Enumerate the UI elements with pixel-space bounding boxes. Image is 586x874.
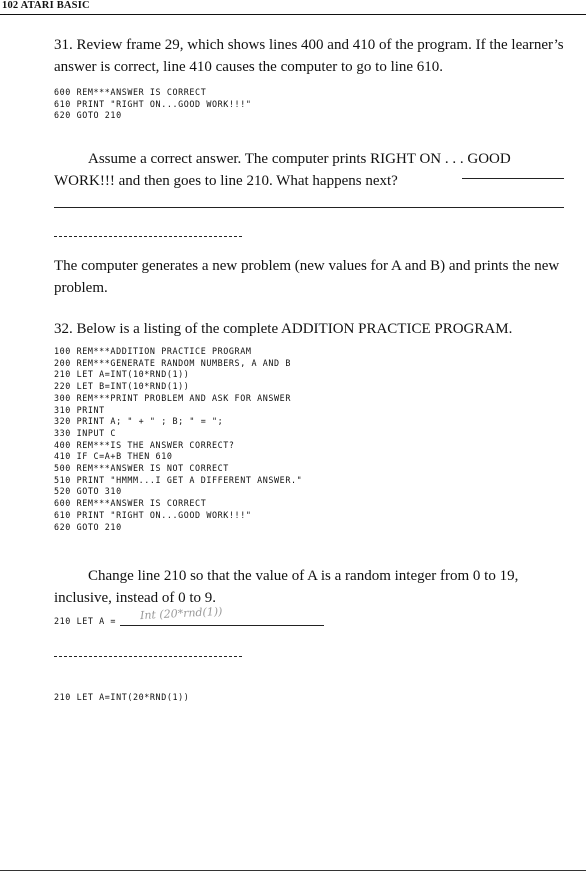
frame-32-text: 32. Below is a listing of the complete ADDITION PRACTICE PROGRAM.: [54, 321, 513, 337]
program-listing-line: 300 REM***PRINT PROBLEM AND ASK FOR ANSWER: [54, 392, 291, 403]
frame-32-prompt-code: 210 LET A =: [54, 616, 117, 626]
frame-31-code-line: 620 GOTO 210: [54, 110, 122, 121]
page-number-title: 102 ATARI BASIC: [2, 0, 90, 11]
program-listing-line: 330 INPUT C: [54, 427, 117, 438]
program-listing-line: 600 REM***ANSWER IS CORRECT: [54, 498, 207, 509]
program-listing-line: 100 REM***ADDITION PRACTICE PROGRAM: [54, 346, 252, 356]
program-listing-line: 510 PRINT "HMMM...I GET A DIFFERENT ANSWER.": [54, 474, 303, 485]
frame-31-code-line: 610 PRINT "RIGHT ON...GOOD WORK!!!": [54, 98, 252, 109]
handwritten-answer: Int (20*rnd(1)): [139, 604, 223, 623]
program-listing-line: 500 REM***ANSWER IS NOT CORRECT: [54, 463, 229, 474]
frame-31-code-line: 600 REM***ANSWER IS CORRECT: [54, 87, 207, 97]
program-listing-line: 610 PRINT "RIGHT ON...GOOD WORK!!!": [54, 509, 252, 520]
answer-blank-line-2: [54, 207, 564, 208]
program-listing-line: 520 GOTO 310: [54, 486, 122, 497]
frame-31-text: 31. Review frame 29, which shows lines 400 and 410 of the program. If the learner’s answer is correct, line 410 causes the computer to go to line 610.: [54, 37, 564, 75]
program-listing-line: 620 GOTO 210: [54, 521, 122, 532]
frame-31-answer: The computer generates a new problem (new values for A and B) and prints the new problem.: [54, 258, 560, 296]
answer-separator: [54, 236, 242, 237]
program-listing-line: 310 PRINT: [54, 404, 105, 415]
frame-31-question: Assume a correct answer. The computer prints RIGHT ON . . . GOOD WORK!!! and then goes to line 210. What happens next?: [54, 151, 511, 189]
program-listing-line: 320 PRINT A; " + " ; B; " = ";: [54, 416, 224, 427]
program-listing-line: 410 IF C=A+B THEN 610: [54, 451, 173, 462]
page-header: [0, 0, 586, 15]
program-listing-line: 200 REM***GENERATE RANDOM NUMBERS, A AND B: [54, 357, 291, 368]
answer-separator-2: [54, 656, 242, 657]
frame-32-answer-code: 210 LET A=INT(20*RND(1)): [54, 692, 190, 702]
program-listing-line: 400 REM***IS THE ANSWER CORRECT?: [54, 439, 235, 450]
frame-32-question: Change line 210 so that the value of A is a random integer from 0 to 19, inclusive, instead of 0 to 9.: [54, 568, 519, 606]
answer-blank-line: [462, 178, 564, 179]
program-listing: [54, 346, 302, 533]
footer-rule: [0, 870, 586, 871]
frame-31-code: [54, 87, 251, 122]
fill-in-line: [120, 625, 324, 626]
program-listing-line: 220 LET B=INT(10*RND(1)): [54, 381, 190, 392]
program-listing-line: 210 LET A=INT(10*RND(1)): [54, 369, 190, 380]
